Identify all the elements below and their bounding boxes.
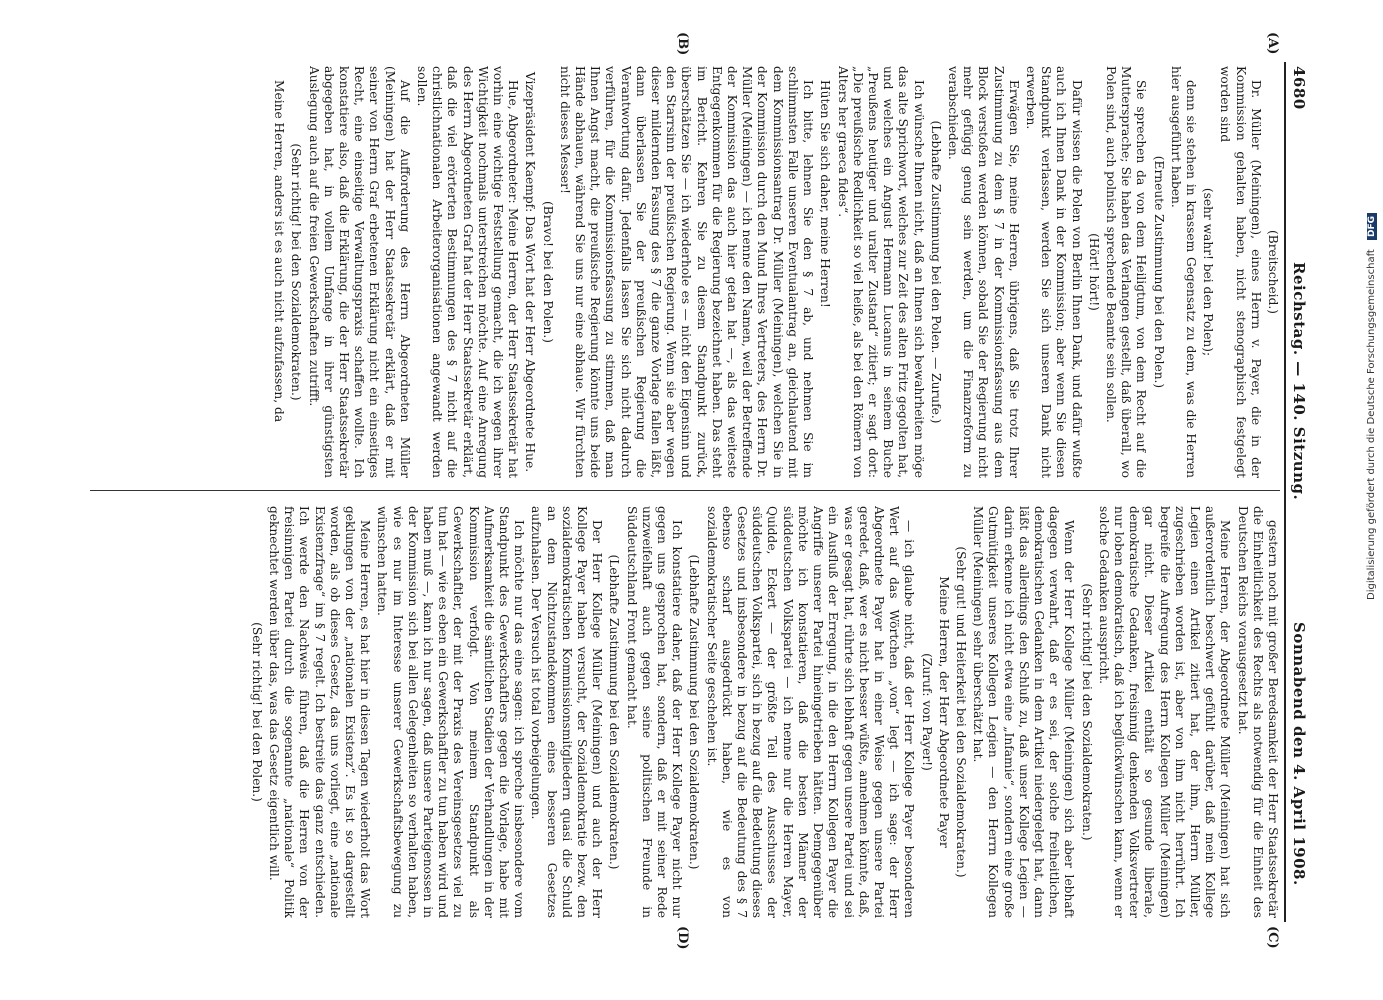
paragraph: Ich möchte nur das eine sagen: ich spreche insbesondere vom Standpunkt des Gewerkschaftlers gegen die Vorlage, habe mit Aufmerksamkeit die sämtlichen Stadien der Verhandlungen in der Kommission verfolgt. Von meinem Standpunkt als Gewerkschaftler, der mit der Praxis des Vereinsgesetzes viel zu tun hat — wie es eben ein Gewerkschaftler zu tun haben wird und haben muß —, kann ich nur sagen, daß unsere Parteigenossen in der Kommission sich bei allen Gelegenheiten so verhalten haben, wie es nur im Interesse unserer Gewerkschaftsbewegung zu wünschen hatten. bbox=[375, 506, 527, 918]
interjection-line: Meine Herren, der Herr Abgeordnete Payer bbox=[936, 576, 951, 848]
paragraph: Wenn der Herr Kollege Müller (Meiningen) sich aber lebhaft dagegen verwahrt, daß er es sei, der solche freiheitlichen, demokratischen Gedanken in dem Artikel niedergelegt hat, dann läßt das allerdings den Schluß zu, daß unser Kollege Legien — darin erkenne ich nicht etwa eine „Infamie“, sondern eine große Gutmütigkeit unseres Kollegen Legien — den Herrn Kollegen Müller (Meiningen) sehr überschätzt hat. bbox=[971, 506, 1077, 918]
margin-marker-c: (C) bbox=[1265, 926, 1280, 949]
margin-marker-a: (A) bbox=[1265, 32, 1280, 55]
interjection-line: Vizepräsident Kaempf: Das Wort hat der Herr Abgeordnete Hue. bbox=[523, 71, 538, 473]
rotated-newspaper-page bbox=[80, 32, 1310, 950]
paragraph: Meine Herren, es hat hier in diesen Tagen wiederholt das Wort geklungen von der „nationalen Existenz“. Es ist so dargestellt worden, als ob dieses Gesetz, das uns vorliegt, eine „nationale Existenzfrage“ im § 7 regelt. Ich bestreite das ganz entschieden. Ich werde den Nachweis führen, daß die Herren von der freisinnigen Partei durch die sogenannte „nationale“ Politik geknechtet werden über das, was das Gesetz eigentlich will. bbox=[267, 506, 373, 918]
paragraph: Meine Herren, der Abgeordnete Müller (Meiningen) hat sich außerordentlich beschwert gefühlt darüber, daß mein Kollege Legien einen Artikel zitiert hat, der ihm, Herrn Müller, zugeschrieben worden ist, aber von ihm nicht herrührt. Ich begreife die Aufregung des Herrn Kollegen Müller (Meiningen) gar nicht. Dieser Artikel enthält so gesunde liberale, demokratische Gedanken, freisinnig denkenden Volksvertreter nur loben demokratisch, daß ich beglückwünschen kann, wenn er solche Gedanken ausspricht. bbox=[1096, 506, 1233, 918]
margin-marker-d: (D) bbox=[675, 926, 690, 950]
paragraph: Ich wünsche Ihnen nicht, daß an Ihnen sich bewahrheiten möge das alte Sprichwort, welches zur Zeit des alten Fritz gegolten hat, und welches ein Angust Hermann Lucanus in seinem Buche „Preußens heutiger und uralter Zustand“ zitiert; er sagt dort: „Die preußische Redlichkeit so viel heiße, als bei den Römern von Alters her graeca fides“. bbox=[835, 66, 926, 478]
interjection-line: (sehr wahr! bei den Polen); bbox=[1201, 187, 1216, 357]
interjection-line: (Sehr richtig! bei den Sozialdemokraten.) bbox=[1079, 583, 1094, 841]
paragraph: Erwägen Sie, meine Herren, übrigens, daß Sie trotz Ihrer Zustimmung zu dem § 7 in der Kommissionsfassung aus dem Block verstoßen werden können, sobald Sie der Regierung nicht mehr gefügig genug sein werden, um die Finanzreform zu verabschieden. bbox=[945, 66, 1021, 478]
text-column-left bbox=[90, 66, 1280, 478]
interjection-line: (Bravo! bei den Polen.) bbox=[540, 201, 555, 343]
paragraph: — ich glaube nicht, daß der Herr Kollege Payer besonderen Wert auf das Wörtchen „von“ legt — ich sage: der Herr Abgeordnete Payer hat in einer Weise gegen unsere Partei geredet, daß, wer es nicht besser wüßte, annehmen könnte, daß, was er gesagt hat, rührte sich lebhaft gegen unsere Partei und sei ein Ausfluß der Erregung, in die den Herrn Kollegen Payer die Angriffe unserer Partei hineingetrieben hätten. Demgegenüber möchte ich konstatieren, daß die besten Männer der süddeutschen Volkspartei — ich nenne nur die Herren Mayer, Quidde, Eckert — der größte Teil des Ausschusses der süddeutschen Volkspartei, sich in bezug auf die Bedeutung dieses Gesetzes und insbesondere in bezug auf die Bedeutung des § 7 ebenso scharf ausgedrückt haben, wie es von sozialdemokratischer Seite geschehen ist. bbox=[704, 506, 917, 918]
interjection-line: (Zuruf: von Payer!) bbox=[919, 653, 934, 771]
paragraph: Auf die Aufforderung des Herrn Abgeordneten Müller (Meiningen) hat der Herr Staatssekretär erklärt, daß er mit seiner von Herrn Graf erbetenen Erklärung nicht ein einseitiges Recht, eine einseitige Verwaltungspraxis schaffen wollte. Ich konstatiere also, daß die Erklärung, die der Herr Staatssekretär abgegeben hat, in vollem Umfange in ihrer günstigsten Auslegung auch auf die freien Gewerkschaften zutrifft. bbox=[306, 66, 412, 478]
paragraph: gestern noch mit großer Beredsamkeit der Herr Staatssekretär die Einheitlichkeit des Rechts als notwendig für die Einheit des Deutschen Reichs vorausgesetzt hat. bbox=[1235, 506, 1280, 918]
paragraph: Hüten Sie sich daher, meine Herren! bbox=[818, 80, 833, 308]
footer-text: Digitalisierung gefördert durch die Deutsche Forschungsgemeinschaft bbox=[1366, 249, 1377, 600]
digitization-footer bbox=[1366, 200, 1380, 600]
text-column-right bbox=[90, 506, 1280, 918]
session-date: Sonnabend den 4. April 1908. bbox=[1290, 622, 1308, 886]
paragraph: Meine Herren, anders ist es auch nicht aufzufassen, da bbox=[272, 80, 287, 423]
page-number: 4680 bbox=[1290, 66, 1308, 110]
interjection-line: (Sehr richtig! bei den Polen.) bbox=[249, 622, 264, 802]
paragraph: Dafür wissen die Polen von Berlin Ihnen Dank, und dafür wußte auch ich Ihnen Dank in der Kommission; aber wenn Sie diesen Standpunkt verlassen, werden Sie sich unseren Dank nicht erwerben. bbox=[1023, 66, 1084, 478]
interjection-line: (Erneute Zustimmung bei den Polen.) bbox=[1151, 155, 1166, 389]
paragraph: Dr. Müller (Meiningen), eines Herrn v. Payer, die in der Kommission gehalten haben, nicht stenographisch festgelegt worden sind bbox=[1218, 66, 1263, 478]
paragraph: Hue, Abgeordneter: Meine Herren, der Herr Staatssekretär hat vorhin eine wichtige Feststellung gemacht, die ich wegen ihrer Wichtigkeit nochmals unterstreichen möchte. Auf eine Anregung des Herrn Abgeordneten Graf hat der Herr Staatssekretär erklärt, daß die viel erörterten Bestimmungen des § 7 nicht auf die christlichnationalen Arbeiterorganisationen angewandt werden sollen. bbox=[415, 66, 521, 478]
column-rule bbox=[90, 490, 1280, 491]
interjection-line: (Sehr gut! und Heiterkeit bei den Sozialdemokraten.) bbox=[953, 546, 968, 878]
margin-marker-b: (B) bbox=[675, 32, 690, 56]
interjection-line: (Breitscheid.) bbox=[1266, 229, 1280, 314]
interjection-line: (Lebhafte Zustimmung bei den Sozialdemokraten.) bbox=[607, 554, 622, 870]
dfg-logo: DFG bbox=[1367, 213, 1377, 240]
interjection-line: (Sehr richtig! bei den Sozialdemokraten.) bbox=[289, 143, 304, 401]
interjection-line: (Hört! hört!) bbox=[1086, 233, 1101, 311]
paragraph: denn sie stehen in krassem Gegensatz zu dem, was die Herren hier ausgeführt haben. bbox=[1168, 66, 1198, 478]
paragraph: Der Herr Kollege Müller (Meiningen) und auch der Herr Kollege Payer haben versucht, der Sozialdemokratie bezw. den sozialdemokratischen Kommissionsmitgliedern quasi die Schuld an dem Nichtzustandekommen eines besseren Gesetzes aufzuhalsen. Der Versuch ist total vorbeigelungen. bbox=[529, 506, 605, 918]
paragraph: Ich bitte, lehnen Sie den § 7 ab, und nehmen Sie im schlimmsten Falle unseren Eventualantrag an, gleichlautend mit dem Kommissionsantrag Dr. Müller (Meiningen), welchen Sie in der Kommission durch den Mund Ihres Vertreters, des Herrn Dr. Müller (Meiningen) — ich nenne den Namen, weil der Betreffende der Kommission das auch hier getan hat —, als das weiteste Entgegenkommen für die Regierung bezeichnet haben. Das steht im Bericht. Kehren Sie zu diesem Standpunkt zurück, überschätzen Sie — ich wiederhole es — nicht den Eigensinn und den Starrsinn der preußischen Regierung. Wenn sie aber wegen dieser mildernden Fassung des § 7 die ganze Vorlage fallen läßt, dann überlassen Sie der preußischen Regierung die Verantwortung dafür. Jedenfalls lassen Sie sich nicht dadurch verführen, für die Kommissionsfassung zu stimmen, daß man Ihnen Angst macht, die preußische Regierung könnte uns beide Hände abhauen, während Sie uns nur eine abhaue. Wir fürchten nicht dieses Messer! bbox=[557, 66, 816, 478]
paragraph: Sie sprechen da von dem Heiligtum, von dem Recht auf die Muttersprache; Sie haben das Verlangen gestellt, daß überall, wo Polen sind, auch polnisch sprechende Beamte sein sollen. bbox=[1103, 66, 1149, 478]
interjection-line: (Lebhafte Zustimmung bei den Polen. — Zurufe.) bbox=[928, 120, 943, 424]
interjection-line: (Lebhafte Zustimmung bei den Sozialdemokraten.) bbox=[687, 554, 702, 870]
header-rule bbox=[1284, 62, 1286, 922]
paragraph: Ich konstatiere daher, daß der Herr Kollege Payer nicht nur gegen uns gesprochen hat, sondern, daß er mit seiner Rede unzweifelhaft auch gegen seine politischen Freunde in Süddeutschland Front gemacht hat. bbox=[624, 506, 685, 918]
page-title: Reichstag. — 140. Sitzung. bbox=[1290, 262, 1308, 501]
running-head bbox=[1284, 62, 1310, 922]
